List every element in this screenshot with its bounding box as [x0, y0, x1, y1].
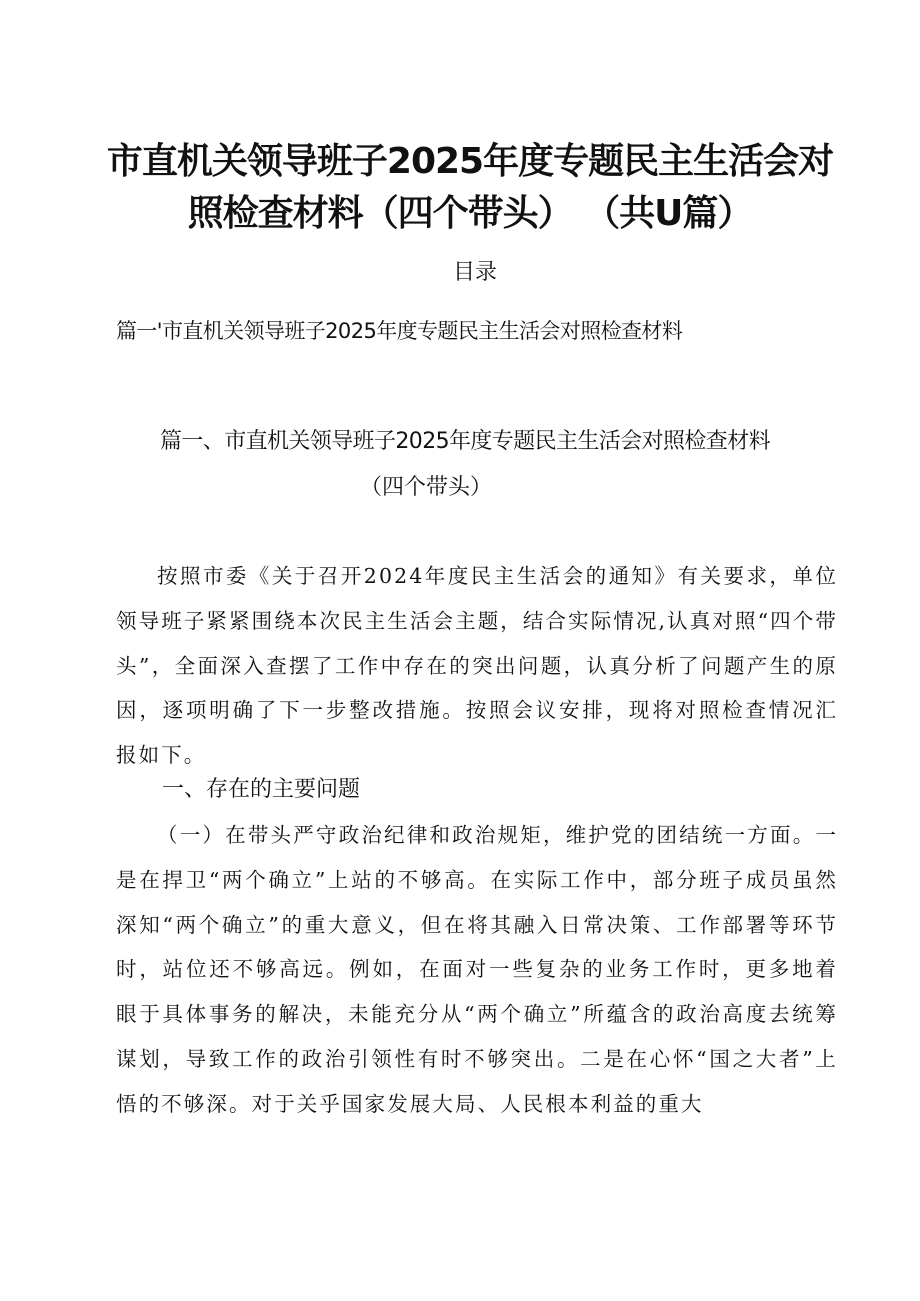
section-title: 篇一、市直机关领导班子2025年度专题民主生活会对照检查材料	[160, 429, 770, 454]
toc-heading: 目录	[452, 260, 497, 285]
sub-heading: 一、存在的主要问题	[162, 777, 361, 802]
section-subtitle: （四个带头）	[360, 475, 493, 500]
document-title: 市直机关领导班子2025年度专题民主生活会对照检查材料（四个带头） （共U篇）	[106, 141, 834, 234]
toc-item[interactable]: 篇一'市直机关领导班子2025年度专题民主生活会对照检查材料	[116, 319, 683, 343]
body-paragraph: （一）在带头严守政治纪律和政治规矩，维护党的团结统一方面。一是在捍卫“两个确立”上站的不够高。在实际工作中，部分班子成员虽然深知“两个确立”的重大意义，但在将其融入日常决策、工作部署等环节时，站位还不够高远。例如，在面对一些复杂的业务工作时，更多地着眼于具体事务的解决，未能充分从“两个确立”所蕴含的政治高度去统筹谋划，导致工作的政治引领性有时不够突出。二是在心怀“国之大者”上悟的不够深。对于关乎国家发展大局、人民根本利益的重大	[116, 823, 838, 1116]
body-paragraph: 按照市委《关于召开2024年度民主生活会的通知》有关要求，单位领导班子紧紧围绕本次民主生活会主题，结合实际情况,认真对照“四个带头”，全面深入查摆了工作中存在的突出问题，认真分析了问题产生的原因，逐项明确了下一步整改措施。按照会议安排，现将对照检查情况汇报如下。	[116, 564, 838, 768]
